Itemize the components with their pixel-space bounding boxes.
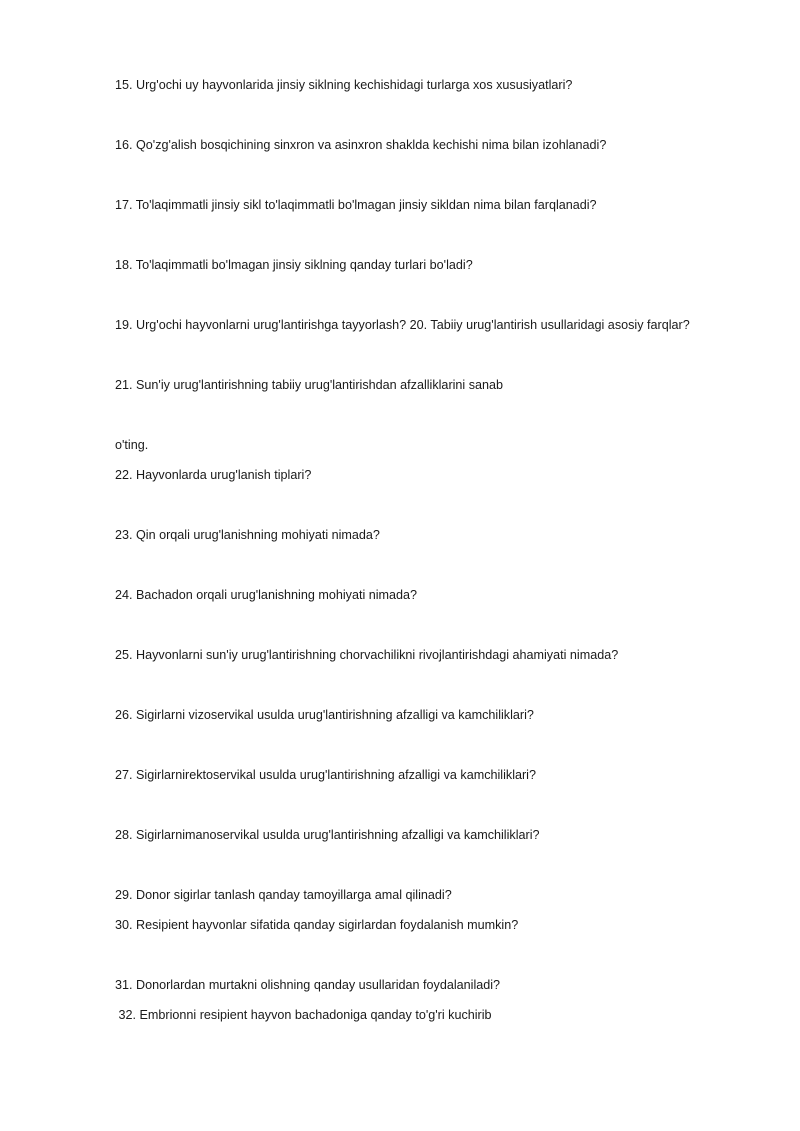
question-21: 21. Sun'iy urug'lantirishning tabiiy urug'lantirishdan afzalliklarini sanab [115,378,504,392]
question-30: 30. Resipient hayvonlar sifatida qanday sigirlardan foydalanish mumkin? [115,918,519,932]
question-25: 25. Hayvonlarni sun'iy urug'lantirishning chorvachilikni rivojlantirishdagi ahamiyati nimada? [115,648,619,662]
question-23: 23. Qin orqali urug'lanishning mohiyati nimada? [115,528,380,542]
question-26: 26. Sigirlarni vizoservikal usulda urug'lantirishning afzalligi va kamchiliklari? [115,708,534,722]
question-27: 27. Sigirlarnirektoservikal usulda urug'lantirishning afzalligi va kamchiliklari? [115,768,536,782]
question-22: 22. Hayvonlarda urug'lanish tiplari? [115,468,312,482]
question-29: 29. Donor sigirlar tanlash qanday tamoyillarga amal qilinadi? [115,888,452,902]
question-32: 32. Embrionni resipient hayvon bachadoniga qanday to'g'ri kuchirib [115,1008,492,1022]
question-19-20: 19. Urg'ochi hayvonlarni urug'lantirishga tayyorlash? 20. Tabiiy urug'lantirish usullaridagi asosiy farqlar? [115,318,690,332]
question-28: 28. Sigirlarnimanoservikal usulda urug'lantirishning afzalligi va kamchiliklari? [115,828,540,842]
question-31: 31. Donorlardan murtakni olishning qanday usullaridan foydalaniladi? [115,978,501,992]
question-15: 15. Urg'ochi uy hayvonlarida jinsiy siklning kechishidagi turlarga xos xususiyatlari? [115,78,573,92]
question-16: 16. Qo'zg'alish bosqichining sinxron va asinxron shaklda kechishi nima bilan izohlanadi? [115,138,607,152]
question-21-continuation: o'ting. [115,438,149,452]
question-17: 17. To'laqimmatli jinsiy sikl to'laqimmatli bo'lmagan jinsiy sikldan nima bilan farqlanadi? [115,198,597,212]
question-24: 24. Bachadon orqali urug'lanishning mohiyati nimada? [115,588,418,602]
question-18: 18. To'laqimmatli bo'lmagan jinsiy siklning qanday turlari bo'ladi? [115,258,473,272]
